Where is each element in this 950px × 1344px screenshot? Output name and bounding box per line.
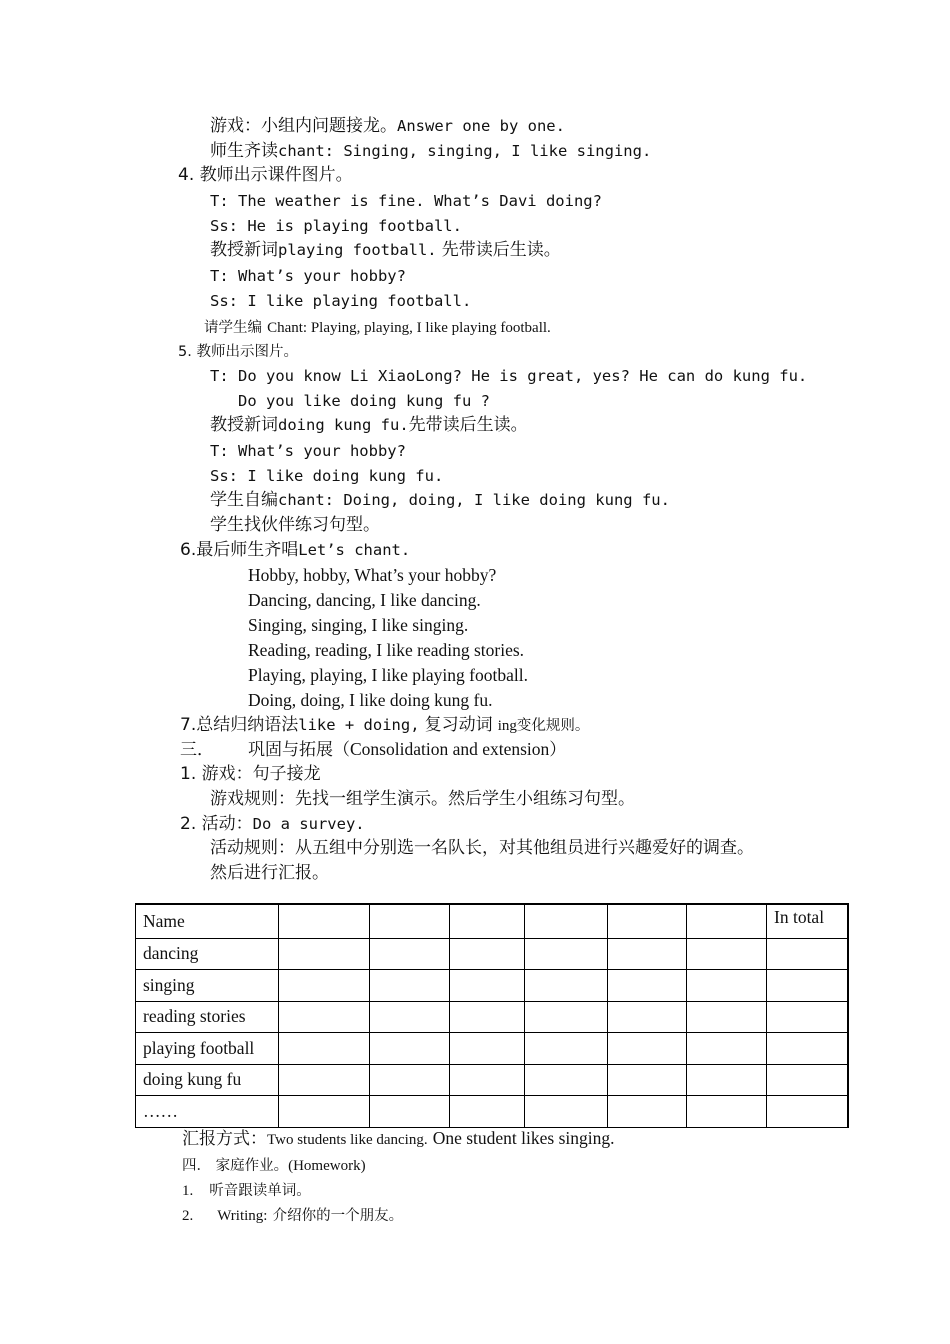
text-line: T: What’s your hobby?	[210, 267, 406, 285]
table-cell	[450, 1064, 525, 1096]
text-span: Consolidation and extension	[350, 739, 550, 759]
table-cell	[370, 970, 450, 1002]
text-span: Writing:	[217, 1208, 268, 1224]
table-cell	[608, 1001, 687, 1033]
text-line: Ss: I like playing football.	[210, 292, 472, 310]
chant-line: Hobby, hobby, What’s your hobby?	[248, 565, 497, 585]
text-span: 听音跟读单词。	[209, 1183, 311, 1199]
text-span: 三．	[180, 740, 214, 760]
text-line	[182, 1204, 403, 1227]
text-line	[210, 239, 561, 261]
text-span: 先带读后生读。	[441, 240, 561, 260]
text-span: 师生齐读	[210, 141, 278, 161]
text-span: Let’s chant.	[298, 541, 411, 559]
text-span: Do a survey.	[252, 815, 365, 833]
table-cell: playing football	[136, 1033, 279, 1065]
table-cell	[450, 904, 525, 938]
text-span: 1.	[182, 1183, 194, 1199]
chant-line: Playing, playing, I like playing football.	[248, 665, 528, 685]
text-line: Ss: He is playing football.	[210, 217, 462, 235]
table-cell: Name	[136, 904, 279, 938]
table-cell	[687, 938, 767, 970]
text-span: 复习动词	[424, 715, 493, 735]
table-cell	[608, 1096, 687, 1128]
table-cell	[687, 1064, 767, 1096]
step-heading: 1. 游戏：句子接龙	[180, 764, 321, 784]
text-line	[210, 140, 651, 162]
step-heading	[180, 813, 365, 835]
table-cell	[687, 970, 767, 1002]
table-row	[136, 1001, 848, 1033]
text-span: ）	[549, 740, 567, 760]
table-cell	[767, 1033, 848, 1065]
text-span: 巩固与拓展（	[248, 740, 350, 760]
text-line	[204, 316, 551, 339]
table-row	[136, 970, 848, 1002]
text-span: chant: Singing, singing, I like singing.	[278, 142, 652, 160]
table-cell	[687, 1033, 767, 1065]
text-line: T: What’s your hobby?	[210, 442, 406, 460]
table-cell	[279, 1001, 370, 1033]
table-cell	[370, 1033, 450, 1065]
text-span: ing	[497, 718, 517, 734]
text-span: 游戏：小组内问题接龙。	[210, 116, 397, 136]
text-span: 学生自编	[210, 490, 278, 510]
table-cell	[279, 970, 370, 1002]
table-cell: doing kung fu	[136, 1064, 279, 1096]
text-line: T: Do you know Li XiaoLong? He is great, yes? He can do kung fu.	[210, 367, 808, 385]
text-span: 教授新词	[210, 415, 278, 435]
table-cell	[608, 904, 687, 938]
table-cell	[687, 1001, 767, 1033]
table-cell	[279, 1064, 370, 1096]
text-line: 游戏规则：先找一组学生演示。然后学生小组练习句型。	[210, 789, 635, 809]
text-line	[210, 414, 528, 436]
table-cell	[687, 904, 767, 938]
text-line: Do you like doing kung fu ?	[238, 392, 490, 410]
table-cell	[450, 1001, 525, 1033]
table-cell: singing	[136, 970, 279, 1002]
table-cell	[279, 1033, 370, 1065]
text-span: 请学生编	[204, 320, 262, 336]
table-cell	[450, 1096, 525, 1128]
table-cell: In total	[767, 904, 848, 938]
table-cell	[525, 1064, 608, 1096]
table-cell	[279, 904, 370, 938]
table-cell	[450, 938, 525, 970]
table-cell	[525, 1033, 608, 1065]
chant-line: Dancing, dancing, I like dancing.	[248, 590, 481, 610]
table-cell: ……	[136, 1096, 279, 1128]
text-line: 然后进行汇报。	[210, 863, 329, 883]
text-line	[210, 115, 565, 137]
table-cell	[687, 1096, 767, 1128]
text-span: Chant: Playing, playing, I like playing football.	[267, 320, 551, 336]
text-line	[210, 489, 670, 511]
table-cell	[370, 1096, 450, 1128]
table-row	[136, 938, 848, 970]
table-cell	[370, 1064, 450, 1096]
text-span: doing kung fu.	[278, 416, 409, 434]
table-cell	[608, 970, 687, 1002]
table-cell	[450, 1033, 525, 1065]
text-span: chant: Doing, doing, I like doing kung fu.	[278, 491, 670, 509]
step-heading: 4. 教师出示课件图片。	[178, 165, 353, 185]
table-cell	[279, 1096, 370, 1128]
chant-line: Doing, doing, I like doing kung fu.	[248, 690, 493, 710]
step-heading	[180, 539, 410, 561]
table-cell	[450, 970, 525, 1002]
text-line: T: The weather is fine. What’s Davi doing?	[210, 192, 602, 210]
table-cell	[370, 938, 450, 970]
table-cell	[370, 1001, 450, 1033]
table-cell: dancing	[136, 938, 279, 970]
text-span: 2.	[182, 1208, 194, 1224]
section-heading	[182, 1154, 366, 1177]
table-cell: reading stories	[136, 1001, 279, 1033]
table-row	[136, 1033, 848, 1065]
table-cell	[767, 1096, 848, 1128]
text-line: 学生找伙伴练习句型。	[210, 515, 380, 535]
table-row	[136, 1096, 848, 1128]
step-heading	[180, 714, 589, 737]
table-cell	[608, 1033, 687, 1065]
text-span: 2. 活动：	[180, 814, 253, 834]
text-span: (Homework)	[288, 1158, 366, 1174]
table-cell	[767, 938, 848, 970]
text-span: 汇报方式：	[182, 1129, 267, 1149]
table-cell	[525, 1001, 608, 1033]
text-span: like + doing,	[298, 716, 420, 734]
table-cell	[767, 970, 848, 1002]
text-span: One student likes singing.	[432, 1128, 615, 1148]
table-cell	[767, 1064, 848, 1096]
table-cell	[525, 1096, 608, 1128]
text-span: 6.最后师生齐唱	[180, 540, 299, 560]
text-span: Two students like dancing.	[267, 1132, 428, 1148]
table-row	[136, 1064, 848, 1096]
text-span: 先带读后生读。	[408, 415, 528, 435]
text-line: 活动规则：从五组中分别选一名队长，对其他组员进行兴趣爱好的调查。	[210, 838, 754, 858]
text-line	[182, 1179, 311, 1202]
text-span: 变化规则。	[516, 718, 590, 734]
table-cell	[525, 904, 608, 938]
table-cell	[279, 938, 370, 970]
table-cell	[525, 970, 608, 1002]
text-span: playing football.	[278, 241, 437, 259]
chant-line: Reading, reading, I like reading stories.	[248, 640, 525, 660]
text-line: Ss: I like doing kung fu.	[210, 467, 444, 485]
text-span: 教授新词	[210, 240, 278, 260]
chant-line: Singing, singing, I like singing.	[248, 615, 469, 635]
text-span: 介绍你的一个朋友。	[272, 1208, 404, 1224]
text-line	[182, 1127, 614, 1151]
table-cell	[608, 938, 687, 970]
section-heading	[180, 738, 566, 761]
table-cell	[370, 904, 450, 938]
table-cell	[767, 1001, 848, 1033]
table-header-row	[136, 904, 848, 938]
table-cell	[608, 1064, 687, 1096]
step-heading: 5. 教师出示图片。	[178, 344, 298, 360]
table-cell	[525, 938, 608, 970]
survey-table	[135, 903, 849, 1128]
text-span: Answer one by one.	[397, 117, 565, 135]
text-span: 四． 家庭作业。	[182, 1158, 289, 1174]
text-span: 7.总结归纳语法	[180, 715, 299, 735]
